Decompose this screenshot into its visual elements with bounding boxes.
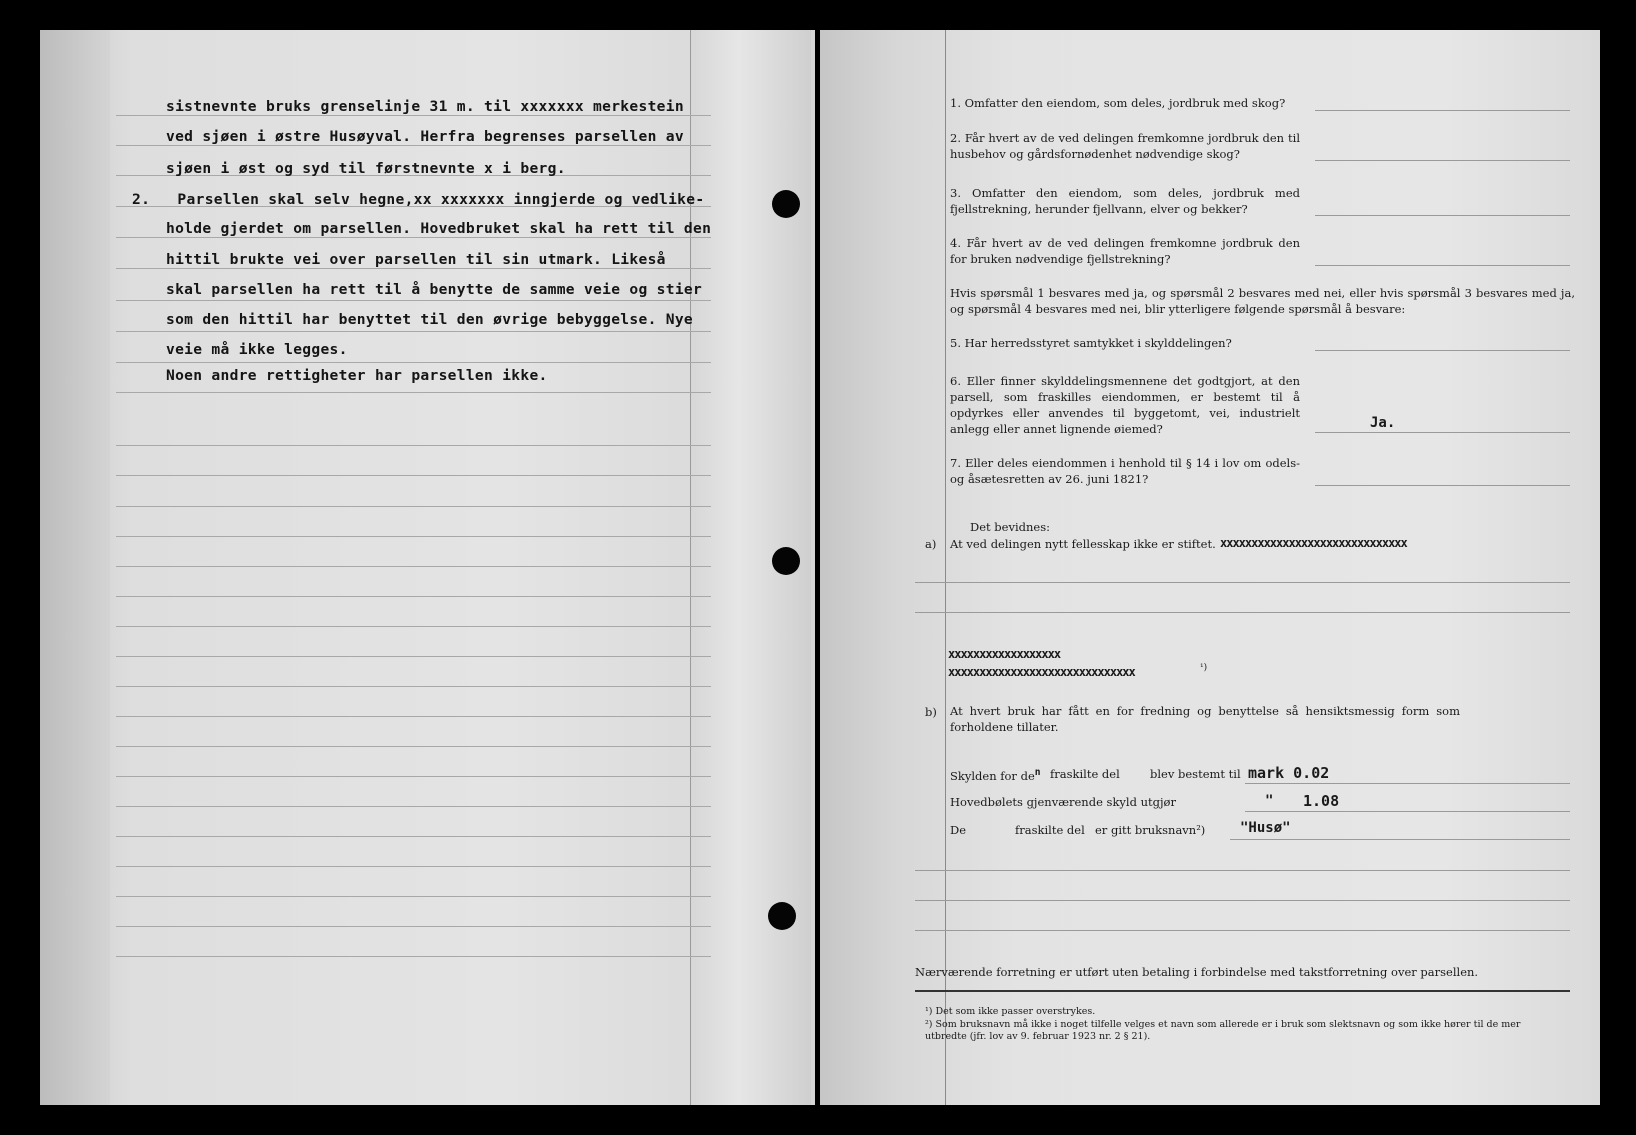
answer-line: [1315, 160, 1570, 161]
ruled-line: [116, 145, 711, 146]
answer-line: [1245, 783, 1570, 784]
ruled-line: [116, 956, 711, 957]
left-page-margin: [40, 30, 110, 1105]
typed-line: sjøen i øst og syd til førstnevnte x i berg.: [166, 160, 566, 177]
item-a-text: At ved delingen nytt fellesskap ikke er stiftet.: [950, 537, 1216, 551]
answer-line: [915, 582, 1570, 583]
ruled-line: [116, 362, 711, 363]
typed-line: veie må ikke legges.: [166, 341, 348, 358]
strikeout-line: xxxxxxxxxxxxxxxxxxxxxxxxxxxxxx: [948, 665, 1135, 679]
skyld-label-3: blev bestemt til: [1150, 767, 1241, 781]
ruled-line: [116, 836, 711, 837]
ruled-line: [116, 392, 711, 393]
hoved-ditto-mark: ": [1265, 793, 1274, 809]
typed-line: ved sjøen i østre Husøyval. Herfra begrenses parsellen av: [166, 128, 684, 145]
binder-hole: [772, 190, 800, 218]
ruled-line: [116, 626, 711, 627]
binder-hole: [768, 902, 796, 930]
ruled-line: [116, 656, 711, 657]
question-1: 1. Omfatter den eiendom, som deles, jordbruk med skog?: [950, 96, 1286, 110]
bruksnavn-value: "Husø": [1240, 820, 1291, 836]
answer-line: [1315, 110, 1570, 111]
ruled-line: [116, 331, 711, 332]
question-7: 7. Eller deles eiendommen i henhold til § 14 i lov om odels- og åsætesretten av 26. juni 1821?: [950, 456, 1300, 486]
ruled-line: [116, 300, 711, 301]
answer-line: [915, 612, 1570, 613]
margin-rule: [945, 30, 946, 1105]
answer-line: [1315, 485, 1570, 486]
binder-hole: [772, 547, 800, 575]
conditional-text: Hvis spørsmål 1 besvares med ja, og spørsmål 2 besvares med nei, eller hvis spørsmål 3 besvares med ja, og spørsmål 4 besvares med nei, blir ytterligere følgende spørsmål å besvare:: [950, 286, 1575, 316]
skyld-label-2: fraskilte del: [1050, 767, 1120, 781]
bruksnavn-label-3: er gitt bruksnavn²): [1095, 823, 1206, 837]
question-2: 2. Får hvert av de ved delingen fremkomne jordbruk den til husbehov og gårdsfornødenhet nødvendige skog?: [950, 131, 1300, 161]
question-6: 6. Eller finner skylddelingsmennene det godtgjort, at den parsell, som fraskilles eiendommen, er bestemt til å opdyrkes eller anvendes til byggetomt, vei, industrielt anlegg eller annet lignende øiemed?: [950, 374, 1300, 436]
question-3: 3. Omfatter den eiendom, som deles, jordbruk med fjellstrekning, herunder fjellvann, elver og bekker?: [950, 186, 1300, 216]
item-a-strikeout: xxxxxxxxxxxxxxxxxxxxxxxxxxxxxx: [1220, 536, 1407, 550]
skyld-value: mark 0.02: [1248, 764, 1330, 782]
answer-line: [1315, 215, 1570, 216]
strikeout-line: xxxxxxxxxxxxxxxxxx: [948, 647, 1061, 661]
strikeout-footnote-mark: ¹): [1200, 663, 1208, 673]
item-b-label: b): [925, 705, 937, 719]
answer-6: Ja.: [1370, 415, 1396, 431]
typed-line: sistnevnte bruks grenselinje 31 m. til xxxxxxx merkestein: [166, 98, 684, 115]
hoved-label: Hovedbølets gjenværende skyld utgjør: [950, 795, 1176, 809]
ruled-line: [116, 445, 711, 446]
question-5: 5. Har herredsstyret samtykket i skylddelingen?: [950, 336, 1232, 350]
answer-line: [1315, 265, 1570, 266]
typed-line: hittil brukte vei over parsellen til sin utmark. Likeså: [166, 251, 666, 268]
typed-line: som den hittil har benyttet til den øvrige bebyggelse. Nye: [166, 311, 693, 328]
skyld-sup: n: [1034, 767, 1041, 778]
ruled-line: [116, 115, 711, 116]
answer-line: [1315, 432, 1570, 433]
answer-line: [915, 900, 1570, 901]
typed-line: 2. Parsellen skal selv hegne,xx xxxxxxx inngjerde og vedlike-: [132, 191, 705, 208]
ruled-line: [116, 746, 711, 747]
ruled-line: [116, 596, 711, 597]
answer-line: [915, 870, 1570, 871]
ruled-line: [116, 806, 711, 807]
answer-line: [1230, 839, 1570, 840]
bruksnavn-label-1: De: [950, 823, 967, 837]
ruled-line: [116, 237, 711, 238]
ruled-line: [116, 566, 711, 567]
left-page: [40, 30, 815, 1105]
ruled-line: [116, 866, 711, 867]
ruled-line: [116, 536, 711, 537]
ruled-line: [116, 716, 711, 717]
answer-line: [1315, 350, 1570, 351]
bruksnavn-label-2: fraskilte del: [1015, 823, 1085, 837]
hoved-value: 1.08: [1303, 792, 1340, 810]
skyld-label: Skylden for $de^n$: [950, 767, 1041, 783]
footnote-2: ²) Som bruksnavn må ikke i noget tilfelle velges et navn som allerede er i bruk som slektsnavn og som ikke hører til de mer utbredte (jfr. lov av 9. februar 1923 nr. 2 § 21).: [925, 1019, 1521, 1042]
closing-text: Nærværende forretning er utført uten betaling i forbindelse med takstforretning over parsellen.: [915, 965, 1479, 979]
ruled-line: [116, 506, 711, 507]
ruled-line: [116, 776, 711, 777]
item-a-label: a): [925, 537, 937, 551]
ruled-line: [116, 686, 711, 687]
ruled-line: [116, 475, 711, 476]
ruled-line: [116, 896, 711, 897]
answer-line: [1245, 811, 1570, 812]
typed-line: skal parsellen ha rett til å benytte de samme veie og stier: [166, 281, 703, 298]
typed-line: Noen andre rettigheter har parsellen ikke.: [166, 367, 548, 384]
bevidnes-label: Det bevidnes:: [970, 520, 1050, 534]
ruled-line: [116, 926, 711, 927]
right-page: [820, 30, 1600, 1105]
item-b-text: At hvert bruk har fått en for fredning og benyttelse så hensiktsmessig form som forholdene tillater.: [950, 704, 1460, 734]
footnote-rule: [915, 990, 1570, 992]
question-4: 4. Får hvert av de ved delingen fremkomne jordbruk den for bruken nødvendige fjellstrekning?: [950, 236, 1300, 266]
answer-line: [915, 930, 1570, 931]
typed-line: holde gjerdet om parsellen. Hovedbruket skal ha rett til den: [166, 220, 712, 237]
ruled-line: [116, 268, 711, 269]
footnote-1: ¹) Det som ikke passer overstrykes.: [925, 1006, 1096, 1017]
